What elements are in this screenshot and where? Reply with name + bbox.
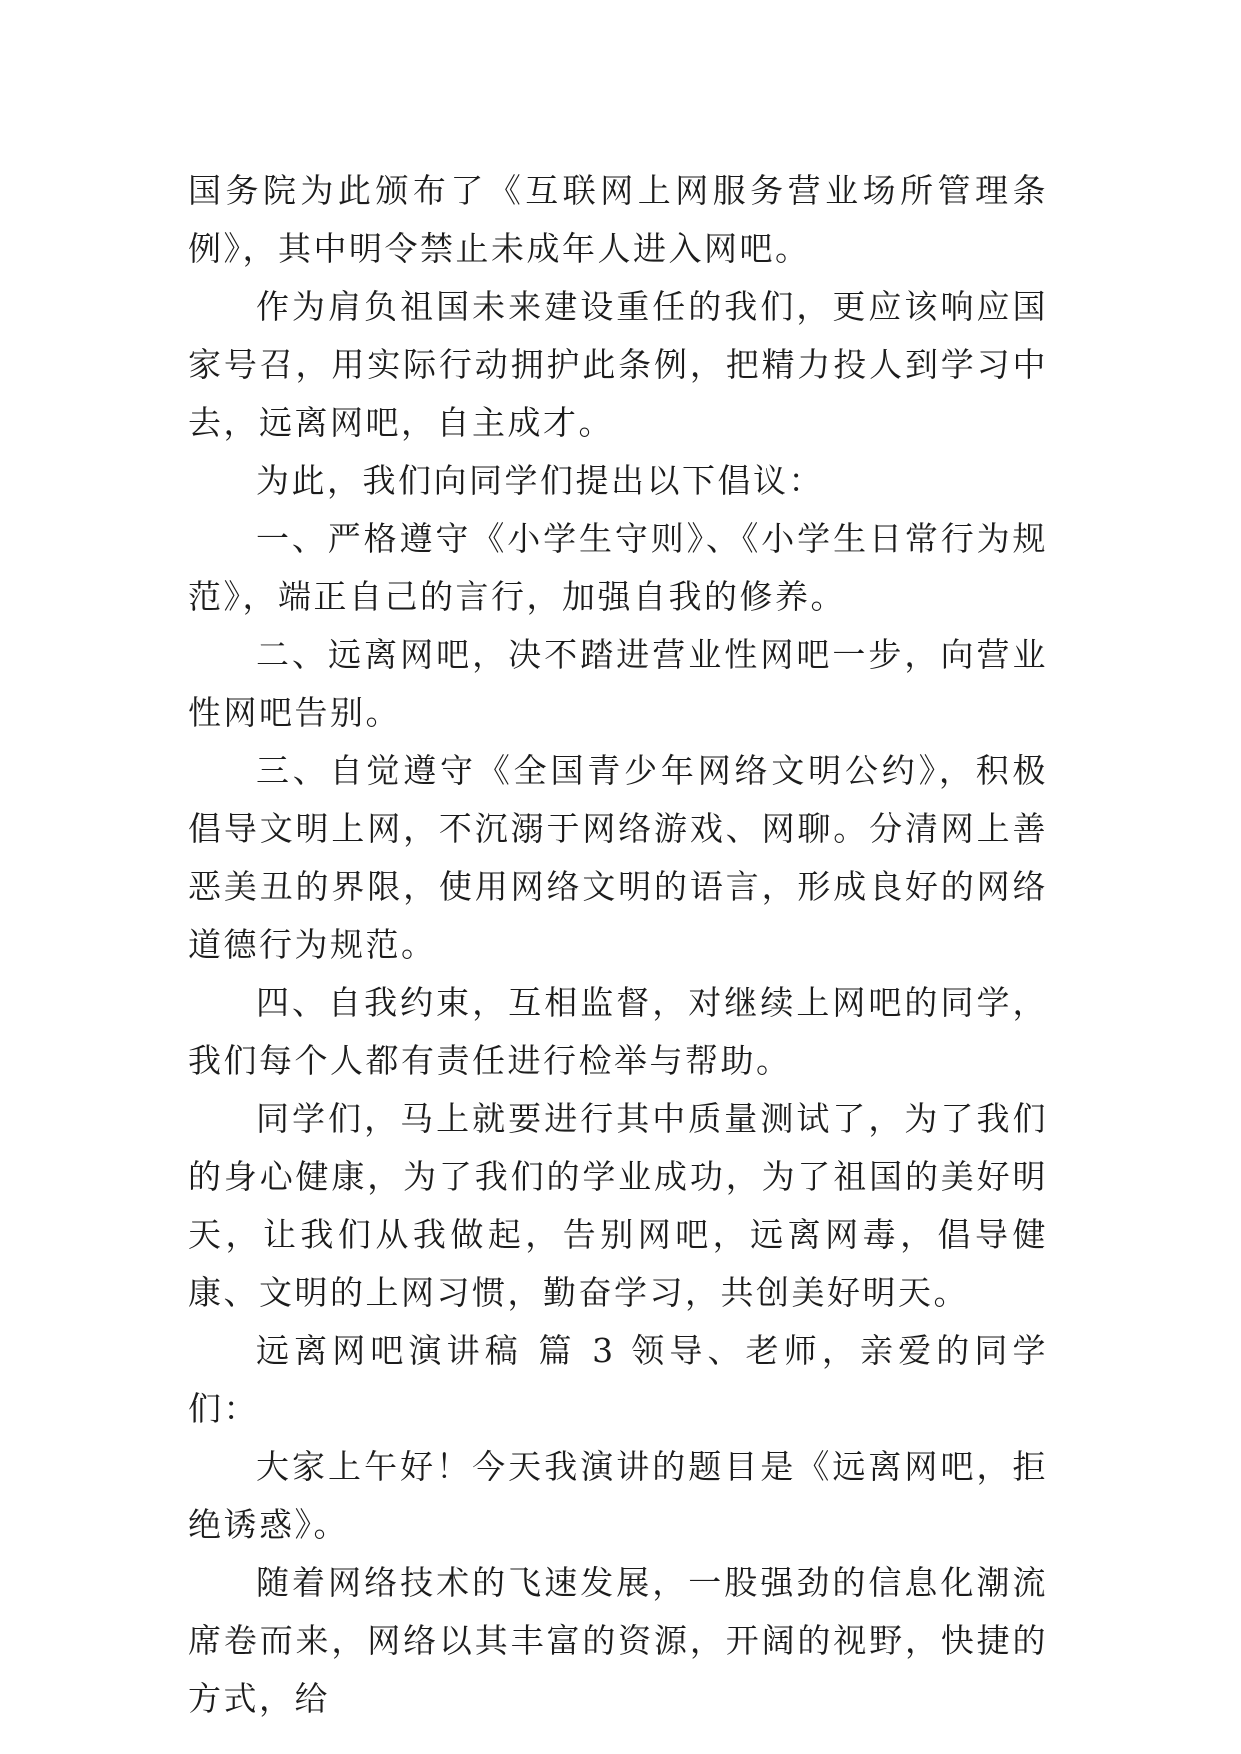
paragraph-8: 同学们，马上就要进行其中质量测试了，为了我们的身心健康，为了我们的学业成功，为了祖国的美好明天，让我们从我做起，告别网吧，远离网毒，倡导健康、文明的上网习惯，勤奋学习，共创美好明天。 [188,1099,1048,1312]
document-body [188,162,1048,1728]
paragraph-5: 二、远离网吧，决不踏进营业性网吧一步，向营业性网吧告别。 [188,635,1048,732]
paragraph-9: 远离网吧演讲稿 篇 3 领导、老师，亲爱的同学们： [188,1331,1048,1428]
paragraph-10: 大家上午好！今天我演讲的题目是《远离网吧，拒绝诱惑》。 [188,1447,1048,1544]
paragraph-4: 一、严格遵守《小学生守则》、《小学生日常行为规范》，端正自己的言行，加强自我的修养。 [188,519,1048,616]
paragraph-1: 国务院为此颁布了《互联网上网服务营业场所管理条例》，其中明令禁止未成年人进入网吧。 [188,171,1048,268]
paragraph-6: 三、自觉遵守《全国青少年网络文明公约》，积极倡导文明上网，不沉溺于网络游戏、网聊。分清网上善恶美丑的界限，使用网络文明的语言，形成良好的网络道德行为规范。 [188,751,1048,964]
paragraph-2: 作为肩负祖国未来建设重任的我们，更应该响应国家号召，用实际行动拥护此条例，把精力投人到学习中去，远离网吧，自主成才。 [188,287,1048,442]
paragraph-11: 随着网络技术的飞速发展，一股强劲的信息化潮流席卷而来，网络以其丰富的资源，开阔的视野，快捷的方式，给 [188,1563,1048,1718]
paragraph-3: 为此，我们向同学们提出以下倡议： [256,461,824,500]
paragraph-7: 四、自我约束，互相监督，对继续上网吧的同学，我们每个人都有责任进行检举与帮助。 [188,983,1048,1080]
